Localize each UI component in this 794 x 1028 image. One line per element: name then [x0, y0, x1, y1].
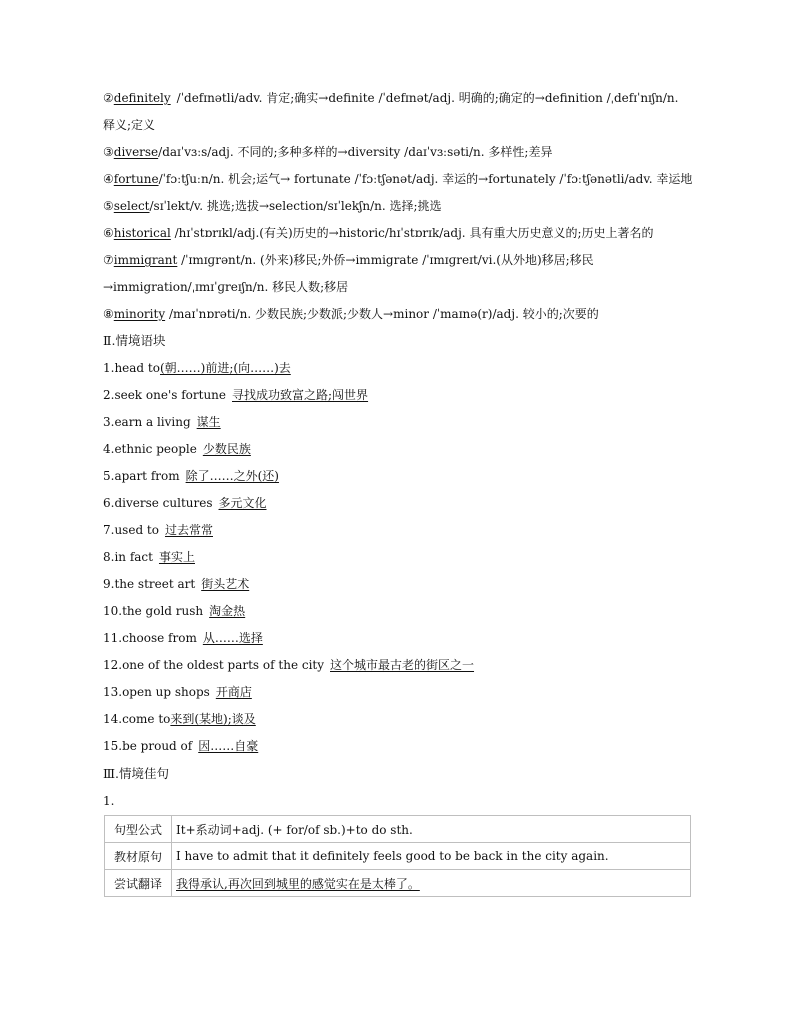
chunk-item [103, 711, 256, 727]
table-row [105, 816, 691, 843]
vocab-item-definitely [103, 90, 678, 106]
vocab-definition: /ˈɪmɪɡrənt/n. (外来)移民;外侨→immigrate /ˈɪmɪɡreɪt/vi.(从外地)移居;移民 [177, 253, 594, 267]
chunk-en: 7.used to [103, 523, 159, 537]
vocab-number: ⑧ [103, 307, 114, 321]
chunk-en: 11.choose from [103, 631, 197, 645]
vocab-definition: /ˈdefɪnətli/adv. 肯定;确实→definite /ˈdefɪnət/adj. 明确的;确定的→definition /ˌdefɪˈnɪʃn/n. [176, 91, 679, 105]
vocab-definition: /maɪˈnɒrəti/n. 少数民族;少数派;少数人→minor /ˈmaɪnə(r)/adj. 较小的;次要的 [165, 307, 599, 321]
translation-text: 我得承认,再次回到城里的感觉实在是太棒了。 [176, 876, 420, 891]
vocab-word: select [113, 199, 150, 213]
chunk-en: 4.ethnic people [103, 442, 197, 456]
vocab-word: definitely [113, 91, 171, 105]
chunk-item [103, 468, 279, 484]
vocab-word: fortune [113, 172, 159, 186]
chunk-cn: 除了……之外(还) [185, 469, 279, 483]
chunk-item [103, 549, 195, 565]
vocab-number: ⑤ [103, 199, 114, 213]
chunk-item [103, 657, 474, 673]
row-value-translation [172, 870, 691, 897]
vocab-item-diverse [103, 144, 552, 160]
chunk-cn: 这个城市最古老的街区之一 [330, 658, 475, 672]
chunk-item [103, 441, 251, 457]
vocab-number: ② [103, 91, 114, 105]
chunk-cn: 过去常常 [164, 523, 213, 537]
chunk-en: 6.diverse cultures [103, 496, 213, 510]
table-row [105, 843, 691, 870]
chunk-item [103, 738, 258, 754]
chunk-cn: 少数民族 [202, 442, 251, 456]
chunk-cn: 淘金热 [209, 604, 246, 618]
chunk-en: 10.the gold rush [103, 604, 204, 618]
chunk-item [103, 522, 213, 538]
vocab-item-minority [103, 306, 599, 322]
row-value: It+系动词+adj. (+ for/of sb.)+to do sth. [172, 816, 691, 843]
vocab-item-fortune [103, 171, 692, 187]
chunk-en: 9.the street art [103, 577, 196, 591]
chunk-en: 2.seek one's fortune [103, 388, 227, 402]
vocab-item-select [103, 198, 442, 214]
chunk-en: 5.apart from [103, 469, 180, 483]
chunk-item [103, 495, 267, 511]
vocab-word: minority [113, 307, 166, 321]
chunk-item [103, 630, 263, 646]
row-value: I have to admit that it definitely feels good to be back in the city again. [172, 843, 691, 870]
chunk-item [103, 576, 249, 592]
section-3-title: Ⅲ.情境佳句 [103, 766, 170, 781]
chunk-cn: 从……选择 [202, 631, 263, 645]
vocab-number: ④ [103, 172, 114, 186]
chunk-en: 15.be proud of [103, 739, 193, 753]
chunk-en: 8.in fact [103, 550, 153, 564]
section-2-title: Ⅱ.情境语块 [103, 333, 166, 348]
row-label: 尝试翻译 [105, 870, 172, 897]
chunk-en: 3.earn a living [103, 415, 191, 429]
chunk-cn: 事实上 [158, 550, 195, 564]
chunk-item [103, 414, 221, 430]
chunk-cn: 寻找成功致富之路;闯世界 [232, 388, 369, 402]
vocab-item-definitely-cont [103, 117, 155, 133]
chunk-item [103, 603, 245, 619]
vocab-number: ⑥ [103, 226, 114, 240]
chunk-cn: 谋生 [196, 415, 221, 429]
chunk-item [103, 360, 291, 376]
vocab-definition-cont: 释义;定义 [103, 118, 156, 132]
sentence-table [104, 815, 691, 897]
chunk-en: 13.open up shops [103, 685, 210, 699]
vocab-word: historical [113, 226, 171, 240]
vocab-definition: /daɪˈvɜːs/adj. 不同的;多种多样的→diversity /daɪˈvɜːsəti/n. 多样性;差异 [158, 145, 553, 159]
vocab-number: ⑦ [103, 253, 114, 267]
row-label: 句型公式 [105, 816, 172, 843]
vocab-definition-cont: →immigration/ˌɪmɪˈɡreɪʃn/n. 移民人数;移居 [103, 280, 349, 294]
vocab-definition: /sɪˈlekt/v. 挑选;选拔→selection/sɪˈlekʃn/n. 选择;挑选 [149, 199, 442, 213]
chunk-cn: (朝……)前进;(向……)去 [159, 361, 291, 375]
chunk-cn: 因……自豪 [198, 739, 259, 753]
chunk-item [103, 684, 252, 700]
sentence-number: 1. [103, 794, 115, 808]
chunk-cn: 多元文化 [218, 496, 267, 510]
row-label: 教材原句 [105, 843, 172, 870]
chunk-cn: 开商店 [215, 685, 252, 699]
chunk-cn: 来到(某地);谈及 [170, 712, 256, 726]
vocab-number: ③ [103, 145, 114, 159]
vocab-item-historical [103, 225, 653, 241]
vocab-definition: /hɪˈstɒrɪkl/adj.(有关)历史的→historic/hɪˈstɒrɪk/adj. 具有重大历史意义的;历史上著名的 [170, 226, 654, 240]
vocab-definition: /ˈfɔːtʃuːn/n. 机会;运气→ fortunate /ˈfɔːtʃənət/adj. 幸运的→fortunately /ˈfɔːtʃənətli/adv. 幸运地 [158, 172, 693, 186]
chunk-item [103, 387, 368, 403]
vocab-word: diverse [113, 145, 159, 159]
vocab-word: immigrant [113, 253, 178, 267]
chunk-en: 12.one of the oldest parts of the city [103, 658, 325, 672]
chunk-en: 1.head to [103, 361, 160, 375]
chunk-en: 14.come to [103, 712, 171, 726]
chunk-cn: 街头艺术 [201, 577, 250, 591]
vocab-item-immigrant [103, 252, 594, 268]
vocab-item-immigrant-cont [103, 279, 348, 295]
table-row [105, 870, 691, 897]
